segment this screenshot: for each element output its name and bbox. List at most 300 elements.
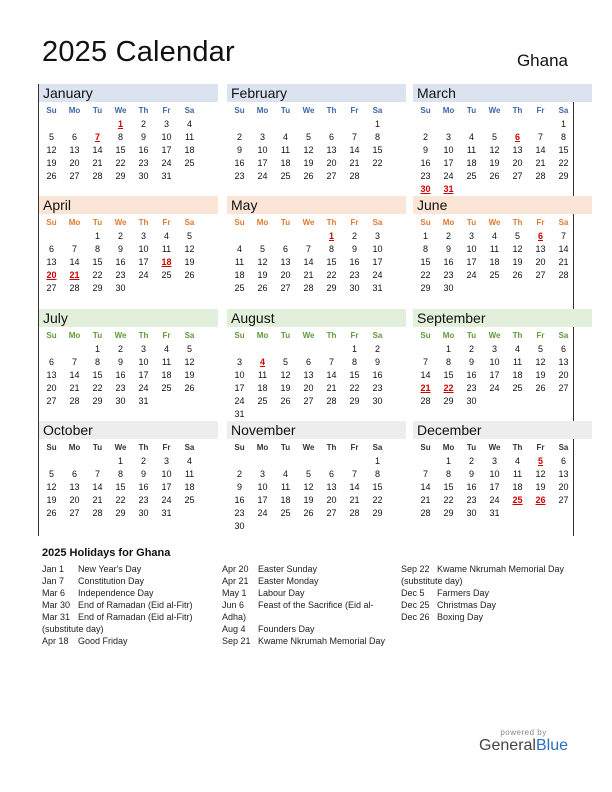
day-cell: 30 [349,283,360,293]
month-header: January [39,84,218,102]
weekday-label: Mo [68,218,81,227]
holiday-date: Sep 22 [401,564,430,574]
day-cell: 7 [422,469,428,479]
day-cell: 25 [466,171,477,181]
empty-day-cell [414,118,437,131]
day-cell: 19 [303,158,314,168]
weekday-label: Tu [466,443,477,452]
day-cell: 27 [280,283,291,293]
empty-day-cell [251,408,274,421]
day-cell: 13 [326,482,337,492]
day-cell: 15 [326,257,337,267]
day-cell: 25 [184,158,195,168]
week-row [413,118,592,131]
weekday-label: Mo [68,443,81,452]
empty-day-cell [132,282,155,295]
day-cell: 3 [236,357,242,367]
day-cell: 18 [280,495,291,505]
day-cell: 23 [234,508,245,518]
day-cell: 21 [349,158,360,168]
day-cell: 8 [117,132,123,142]
day-cell: 26 [512,270,523,280]
day-cell: 11 [184,132,195,142]
day-cell: 29 [420,283,431,293]
day-cell: 9 [236,145,242,155]
day-cell: 25 [280,171,291,181]
empty-day-cell [529,395,552,408]
day-cell: 17 [489,370,500,380]
day-cell: 31 [489,508,500,518]
day-cell: 6 [560,456,566,466]
day-cell: 26 [535,383,546,393]
weekday-label: Fr [536,331,545,340]
holiday-item [401,599,576,611]
page-title: 2025 Calendar [42,36,235,68]
holiday-item [222,575,392,587]
week-row [413,243,592,256]
weekday-label: Th [138,443,149,452]
day-cell: 23 [443,270,454,280]
day-cell: 10 [257,482,268,492]
weekday-label: Th [326,218,337,227]
day-cell: 15 [92,370,103,380]
day-cell: 7 [422,357,428,367]
empty-day-cell [437,118,460,131]
empty-day-cell [297,408,320,421]
day-cell: 26 [184,270,195,280]
day-cell: 27 [69,171,80,181]
day-cell: 15 [92,257,103,267]
day-cell: 4 [514,456,520,466]
day-cell: 21 [92,495,103,505]
week-row [413,282,592,295]
week-row [227,481,406,494]
day-cell: 2 [422,132,428,142]
day-cell: 26 [303,171,314,181]
weekday-label: Th [512,106,523,115]
day-cell: 6 [560,344,566,354]
holiday-item [401,587,576,599]
day-cell: 27 [69,508,80,518]
day-cell: 30 [115,396,126,406]
month-november [227,421,406,533]
day-cell: 19 [46,158,57,168]
holiday-name-continued: Adha) [222,612,247,622]
week-row [39,118,218,131]
empty-day-cell [297,455,320,468]
empty-day-cell [251,230,274,243]
day-cell: 12 [46,482,57,492]
day-cell: 7 [560,231,566,241]
week-row [39,481,218,494]
week-row [227,131,406,144]
week-row [413,494,592,507]
day-cell: 11 [234,257,245,267]
day-cell: 17 [234,383,245,393]
day-cell: 11 [280,482,291,492]
week-row [39,343,218,356]
week-row [227,230,406,243]
empty-day-cell [483,282,506,295]
empty-day-cell [552,282,575,295]
day-cell: 27 [512,171,523,181]
day-cell: 10 [138,357,149,367]
day-cell: 8 [445,469,451,479]
week-row [39,170,218,183]
day-cell: 23 [234,171,245,181]
day-cell: 22 [443,495,454,505]
day-cell: 24 [443,171,454,181]
weekday-header-row [39,215,218,230]
day-cell: 16 [349,257,360,267]
empty-day-cell [228,455,251,468]
weekday-label: We [114,106,127,115]
day-cell: 1 [374,119,380,129]
empty-day-cell [178,170,201,183]
week-row [39,282,218,295]
holiday-day-cell: 4 [259,357,265,367]
weekday-label: We [302,106,315,115]
day-cell: 20 [558,482,569,492]
week-row [413,230,592,243]
day-cell: 10 [443,145,454,155]
day-cell: 18 [280,158,291,168]
empty-day-cell [366,170,389,183]
holiday-date: Mar 31 [42,612,71,622]
week-row [39,269,218,282]
week-row [227,157,406,170]
day-cell: 15 [443,482,454,492]
weekday-header-row [39,103,218,118]
day-cell: 23 [349,270,360,280]
empty-day-cell [86,455,109,468]
empty-day-cell [178,282,201,295]
empty-day-cell [40,118,63,131]
day-cell: 22 [115,158,126,168]
holiday-day-cell: 6 [514,132,520,142]
weekday-label: Sa [558,106,569,115]
day-cell: 1 [94,344,100,354]
empty-day-cell [529,183,552,196]
day-cell: 18 [161,370,172,380]
week-row [413,183,592,196]
weekday-label: Fr [536,443,545,452]
week-row [39,144,218,157]
day-cell: 22 [326,270,337,280]
day-cell: 6 [328,469,334,479]
day-cell: 21 [303,270,314,280]
month-header: July [39,309,218,327]
day-cell: 6 [305,357,311,367]
day-cell: 28 [420,508,431,518]
weekday-header-row [227,440,406,455]
day-cell: 13 [280,257,291,267]
weekday-label: We [302,331,315,340]
day-cell: 19 [512,257,523,267]
day-cell: 7 [537,132,543,142]
empty-day-cell [86,118,109,131]
weekday-label: We [488,106,501,115]
weekday-label: Su [420,218,431,227]
day-cell: 18 [489,257,500,267]
weekday-label: Su [420,331,431,340]
day-cell: 23 [466,495,477,505]
holiday-date: May 1 [222,588,247,598]
month-header: February [227,84,406,102]
holiday-item [222,599,392,611]
holiday-day-cell: 5 [537,456,543,466]
day-cell: 17 [138,257,149,267]
week-row [39,395,218,408]
day-cell: 21 [420,495,431,505]
month-august [227,309,406,421]
week-row [227,343,406,356]
day-cell: 28 [92,508,103,518]
week-row [413,256,592,269]
day-cell: 27 [558,495,569,505]
empty-day-cell [460,183,483,196]
day-cell: 7 [94,469,100,479]
weekday-label: Su [234,106,245,115]
weekday-label: Mo [256,443,269,452]
day-cell: 29 [443,508,454,518]
day-cell: 2 [236,132,242,142]
day-cell: 3 [163,119,169,129]
holiday-date: Mar 30 [42,600,71,610]
day-cell: 18 [466,158,477,168]
day-cell: 7 [328,357,334,367]
day-cell: 3 [491,344,497,354]
day-cell: 27 [46,283,57,293]
empty-day-cell [320,408,343,421]
day-cell: 28 [420,396,431,406]
day-cell: 8 [351,357,357,367]
weekday-label: Mo [68,106,81,115]
day-cell: 16 [466,370,477,380]
day-cell: 28 [303,283,314,293]
weekday-header-row [413,103,592,118]
week-row [413,395,592,408]
holiday-day-cell: 1 [117,119,123,129]
holiday-item [222,563,392,575]
day-cell: 8 [422,244,428,254]
empty-day-cell [414,343,437,356]
weekday-label: Sa [372,331,383,340]
weekday-label: Su [46,443,57,452]
weekday-label: Mo [442,443,455,452]
month-december [413,421,592,533]
day-cell: 5 [48,132,54,142]
day-cell: 28 [326,396,337,406]
day-cell: 8 [374,132,380,142]
day-cell: 24 [257,508,268,518]
day-cell: 9 [117,244,123,254]
holiday-item [42,599,212,611]
day-cell: 30 [466,508,477,518]
day-cell: 5 [537,344,543,354]
day-cell: 17 [161,145,172,155]
empty-day-cell [529,118,552,131]
holiday-name: Independence Day [78,588,154,598]
day-cell: 5 [259,244,265,254]
holiday-date: Sep 21 [222,636,251,646]
month-february [227,84,406,196]
empty-day-cell [320,118,343,131]
holiday-list-column [222,563,392,647]
holiday-day-cell: 18 [161,257,172,267]
day-cell: 1 [374,456,380,466]
day-cell: 12 [303,482,314,492]
empty-day-cell [460,118,483,131]
month-header: May [227,196,406,214]
month-header: August [227,309,406,327]
day-cell: 14 [92,145,103,155]
holiday-item [42,563,212,575]
weekday-label: We [488,218,501,227]
day-cell: 3 [259,132,265,142]
day-cell: 23 [115,270,126,280]
day-cell: 9 [468,357,474,367]
weekday-label: Sa [372,106,383,115]
day-cell: 5 [514,231,520,241]
day-cell: 13 [558,357,569,367]
weekday-label: Fr [536,218,545,227]
day-cell: 16 [234,158,245,168]
day-cell: 28 [558,270,569,280]
day-cell: 27 [303,396,314,406]
day-cell: 9 [468,469,474,479]
week-row [413,382,592,395]
month-header: June [413,196,592,214]
weekday-label: Sa [184,331,195,340]
week-row [227,494,406,507]
weekday-header-row [413,215,592,230]
day-cell: 3 [140,231,146,241]
day-cell: 11 [512,357,523,367]
month-july [39,309,218,421]
day-cell: 4 [468,132,474,142]
day-cell: 8 [374,469,380,479]
day-cell: 12 [184,357,195,367]
day-cell: 18 [184,145,195,155]
holiday-date: Jan 7 [42,576,65,586]
day-cell: 14 [326,370,337,380]
day-cell: 10 [257,145,268,155]
day-cell: 7 [351,469,357,479]
day-cell: 26 [257,283,268,293]
day-cell: 24 [161,495,172,505]
month-march [413,84,592,196]
weekday-label: Su [234,218,245,227]
day-cell: 1 [445,456,451,466]
empty-day-cell [251,343,274,356]
empty-day-cell [343,520,366,533]
empty-day-cell [274,408,297,421]
week-row [413,369,592,382]
calendar-grid [38,84,574,536]
week-row [39,369,218,382]
day-cell: 4 [163,231,169,241]
weekday-label: Mo [68,331,81,340]
weekday-label: Su [420,106,431,115]
empty-day-cell [366,520,389,533]
day-cell: 15 [443,370,454,380]
day-cell: 5 [186,231,192,241]
month-january [39,84,218,196]
weekday-label: We [114,331,127,340]
day-cell: 8 [117,469,123,479]
weekday-label: We [114,218,127,227]
holiday-day-cell: 21 [69,270,80,280]
empty-day-cell [343,118,366,131]
day-cell: 14 [69,370,80,380]
weekday-label: Th [512,218,523,227]
day-cell: 4 [491,231,497,241]
day-cell: 5 [48,469,54,479]
day-cell: 13 [512,145,523,155]
day-cell: 8 [560,132,566,142]
weekday-label: Th [326,331,337,340]
empty-day-cell [506,118,529,131]
weekday-label: Th [512,331,523,340]
day-cell: 3 [491,456,497,466]
day-cell: 5 [282,357,288,367]
weekday-label: Th [512,443,523,452]
day-cell: 4 [186,119,192,129]
day-cell: 22 [372,158,383,168]
week-row [413,343,592,356]
day-cell: 11 [161,357,172,367]
day-cell: 14 [92,482,103,492]
week-row [413,157,592,170]
empty-day-cell [483,183,506,196]
day-cell: 8 [328,244,334,254]
country-name: Ghana [516,51,568,70]
day-cell: 21 [92,158,103,168]
day-cell: 20 [326,495,337,505]
empty-day-cell [274,343,297,356]
month-header: December [413,421,592,439]
day-cell: 16 [115,370,126,380]
week-row [227,408,406,421]
weekday-label: We [302,443,315,452]
holiday-name: Good Friday [78,636,128,646]
day-cell: 17 [257,495,268,505]
week-row [39,131,218,144]
empty-day-cell [529,282,552,295]
weekday-label: We [488,331,501,340]
month-october [39,421,218,533]
day-cell: 30 [138,171,149,181]
empty-day-cell [274,520,297,533]
day-cell: 19 [184,370,195,380]
empty-day-cell [506,395,529,408]
day-cell: 14 [349,482,360,492]
empty-day-cell [178,507,201,520]
weekday-header-row [227,215,406,230]
week-row [39,455,218,468]
empty-day-cell [506,282,529,295]
day-cell: 3 [445,132,451,142]
week-row [413,455,592,468]
day-cell: 18 [512,482,523,492]
weekday-label: Tu [92,218,103,227]
day-cell: 18 [512,370,523,380]
holiday-date: Mar 6 [42,588,66,598]
weekday-label: Tu [466,218,477,227]
holiday-name: Easter Monday [258,576,319,586]
holiday-name: Christmas Day [437,600,497,610]
